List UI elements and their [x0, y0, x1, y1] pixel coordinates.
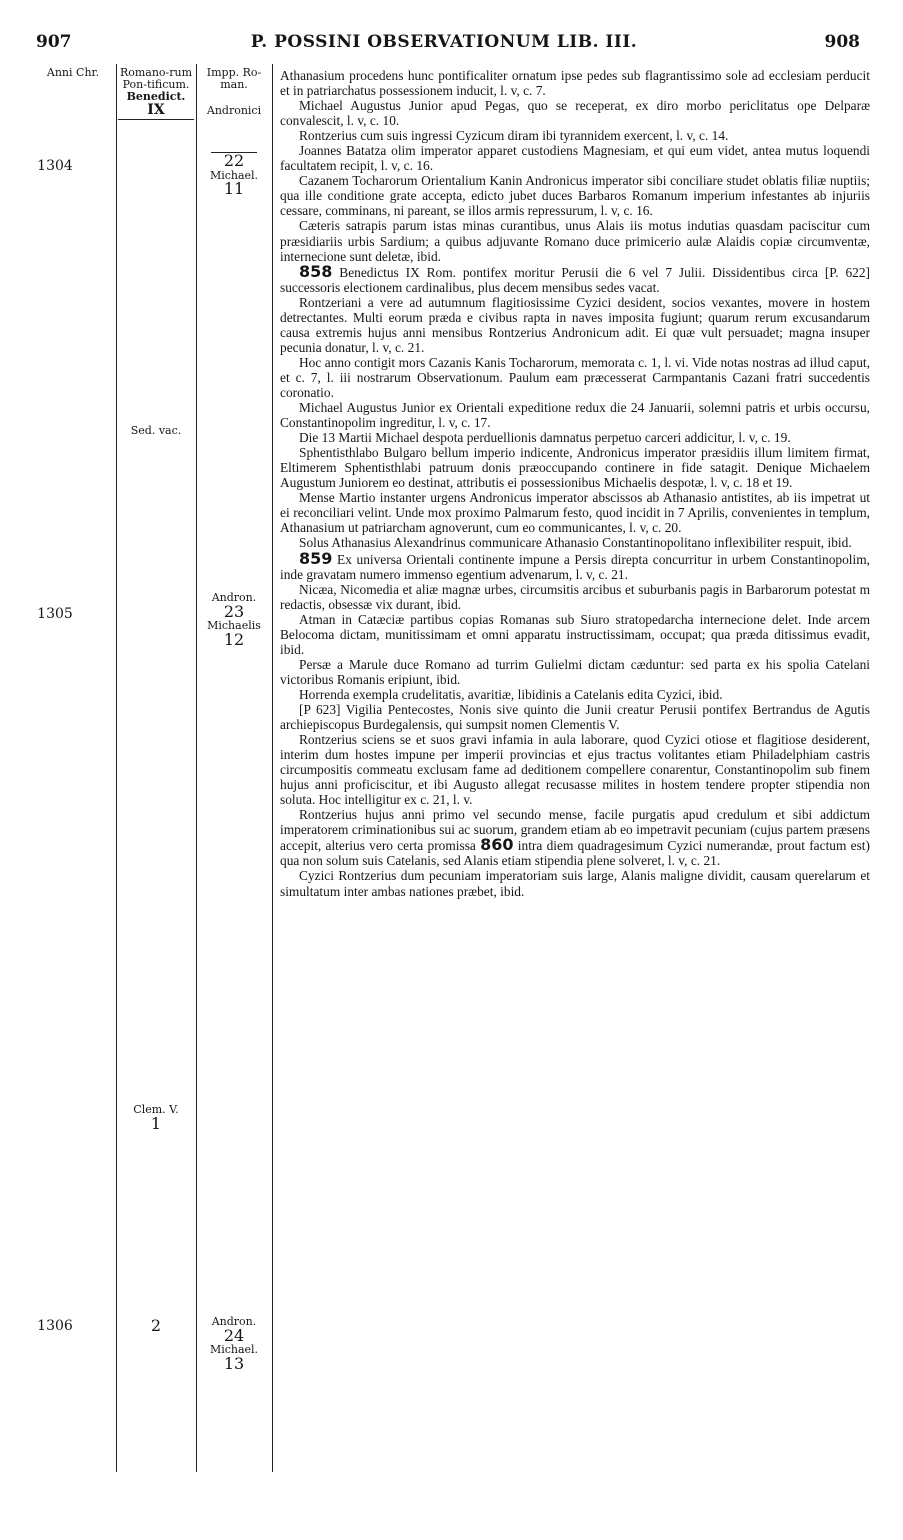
- paragraph: Hoc anno contigit mors Cazanis Kanis Tocharorum, memorata c. 1, l. vi. Vide notas nostras ad illud caput, et c. 7, l. iii nostrarum Observationum. Paulum eam præcesserat Carmpantanis Cazani fratri succedentis coronatio.: [280, 354, 870, 400]
- emperor-marker-1-name: Michael.: [209, 168, 259, 182]
- page-reference-number: 859: [299, 548, 333, 568]
- column-header-pontiffs: [118, 67, 194, 120]
- emperor-marker-2-name: Andron.: [211, 591, 257, 604]
- column-rule: [116, 64, 117, 1472]
- paragraph: Sphentisthlabo Bulgaro bellum imperio indicente, Andronicus imperator præsidiis illum limitem firmat, Eltimerem Sphentisthlabi patruum donis præoccupando continere in fide satagit. Denique Michaelem Augustum Juniorem eo destinat, attributis ei possessionibus Michaelis despotæ, l. v, c. 18 et 19.: [280, 445, 870, 491]
- emperor-marker-2: [198, 592, 270, 649]
- column-header-pontiffs-label: Romano-rum Pon-tificum.: [119, 66, 193, 92]
- page-header: [18, 32, 870, 58]
- emperor-marker-1-sub: 11: [223, 179, 245, 199]
- paragraph: Joannes Batatza olim imperator apparet custodiens Magnesiam, et qui eum videt, antea mutus loquendi facultatem recipit, l. v, c. 16.: [280, 143, 870, 174]
- emperor-marker-3: [198, 1316, 270, 1373]
- column-rule: [196, 64, 197, 1472]
- main-text: [280, 68, 870, 899]
- column-rule: [272, 64, 273, 1472]
- paragraph: Atman in Catæciæ partibus copias Romanas sub Siuro stratopedarcha internecione delet. Inde arcem Belocoma dictam, munitissimam et omni apparatu instructissimam, occupat; qua præda ditissimus evadit, ibid.: [280, 611, 870, 657]
- pontiff-name: Benedict.: [126, 90, 186, 104]
- paragraph: Athanasium procedens hunc pontificaliter ornatum ipse pedes sub flagrantissimo sole ad ecclesiam perducit et in patriarchatus possessionem inducit, l. v, c. 7.: [280, 68, 870, 99]
- running-title: P. POSSINI OBSERVATIONUM LIB. III.: [250, 32, 638, 52]
- column-header-emperors-label: Impp. Ro-man.: [206, 66, 262, 92]
- paragraph: Horrenda exempla crudelitatis, avaritiæ, libidinis a Catelanis edita Cyzici, ibid.: [299, 686, 723, 702]
- paragraph: Rontzerius sciens se et suos gravi infamia in aula laborare, quod Cyzici otiose et flagitiose desiderent, interim dum hostes impune per imperii provincias et ejus tractus volitantes etiam Philadelphiam castris circumpositis commeatu exclusam fame ad deditionem compellere conarentur, Constantinopolim sub finem hujus anni proficiscitur, et ibi Augusto allegat recusasse milites in hostem tendere propter stipendia non soluta. Hoc intelligitur ex c. 21, l. v.: [280, 732, 870, 808]
- emperor-marker-3-num: 24: [223, 1325, 245, 1345]
- paragraph: Die 13 Martii Michael despota perduellionis damnatus perpetuo carceri addicitur, l. v, c. 19.: [299, 430, 791, 446]
- emperor-name: Andronici: [206, 104, 262, 118]
- emperor-marker-3-name: Andron.: [211, 1315, 257, 1328]
- clement-marker-name: Clem. V.: [133, 1103, 179, 1116]
- paragraph: Rontzerius hujus anni primo vel secundo mense, facile purgatis apud credulum et sibi addictum imperatorem criminationibus sui ac suorum, grandem etiam ab eo impetravit pecuniam (cujus partem præsens accepit, alterius vero certa promissa 860 intra diem quadragesimum Cyzici numerandæ, prout factum est) qua non solum suis Catelanis, sed Alanis etiam stipendia plene solveret, l. v, c. 21.: [280, 807, 870, 869]
- paragraph: Mense Martio instanter urgens Andronicus imperator abscissos ab Athanasio antistites, ab iis impetrat ut ei reconciliari velint. Unde mox proximo Palmarum festo, quod incidit in 7 Aprilis, convenientes in templum, Athanasium ut patriarcham agnoverunt, cum eo communicantes, l. v, c. 20.: [280, 490, 870, 536]
- column-header-anni: Anni Chr.: [46, 66, 100, 79]
- pontiff-number: IX: [118, 103, 194, 119]
- paragraph: Nicæa, Nicomedia et aliæ magnæ urbes, circumsitis arcibus et suburbanis pagis in Barbarorum potestat m redactis, obsessæ vix durant, ibid.: [280, 581, 870, 612]
- paragraph: Rontzeriani a vere ad autumnum flagitiosissime Cyzici desident, socios vexantes, movere in hostem detrectantes. Multi eorum præda e civibus rapta in naves imposita fugiunt; quarum rerum excusandarum causa extremis hujus anni mensibus Rontzerius Andronicum adit. Ei quæ vult persuadet; magna insuper pecunia donatur, l. v, c. 21.: [280, 294, 870, 355]
- year-1305: 1305: [37, 606, 73, 622]
- paragraph: Cyzici Rontzerius dum pecuniam imperatoriam suis large, Alanis maligne dividit, causam querelarum et simultatum inter ambas nationes præbet, ibid.: [280, 868, 870, 899]
- column-header-emperors: [198, 67, 270, 117]
- emperor-marker-2-num: 23: [223, 601, 245, 621]
- paragraph: Rontzerius cum suis ingressi Cyzicum diram ibi tyrannidem exercent, l. v, c. 14.: [299, 128, 729, 144]
- page-number-left: 907: [36, 32, 72, 52]
- paragraph: 859 Ex universa Orientali continente impune a Persis direpta concurritur in urbem Constantinopolim, inde gravatam numero immenso egentium advenarum, l. v, c. 21.: [280, 548, 870, 582]
- paragraph: Cæteris satrapis parum istas minas curantibus, unus Alais iis motus indutias quasdam paciscitur cum præsidiariis urbis Sardium; a quibus adjuvante Romano duce primicerio aulæ Alaidis copiæ circumventæ, internecione sunt deletæ, ibid.: [280, 218, 870, 264]
- page-reference-number: 860: [480, 835, 514, 855]
- paragraph: [P 623] Vigilia Pentecostes, Nonis sive quinto die Junii creatur Perusii pontifex Bertrandus de Agutis archiepiscopus Burdegalensis, qui sumpsit nomen Clementis V.: [280, 701, 870, 733]
- paragraph: Persæ a Marule duce Romano ad turrim Gulielmi dictam cæduntur: sed parta ex his spolia Catelani victoribus Romanis eripiunt, ibid.: [280, 656, 870, 687]
- emperor-marker-3-name2: Michael.: [209, 1343, 259, 1357]
- pontiff-year-marker: 2: [150, 1316, 162, 1335]
- paragraph: Michael Augustus Junior ex Orientali expeditione redux die 24 Januarii, solemni patris et urbis occursu, Constantinopolim ingreditur, l. v, c. 17.: [280, 400, 870, 431]
- year-1306: 1306: [37, 1318, 73, 1334]
- emperor-marker-3-sub: 13: [223, 1353, 245, 1373]
- emperor-marker-2-name2: Michaelis: [207, 619, 261, 633]
- sede-vacante-marker: Sed. vac.: [130, 424, 182, 437]
- paragraph: 858 Benedictus IX Rom. pontifex moritur Perusii die 6 vel 7 Julii. Dissidentibus circa [P. 622] successoris electionem cardinalibus, plus decem mensibus sedes vacat.: [280, 261, 870, 295]
- clement-marker-num: 1: [150, 1113, 162, 1133]
- year-1304: 1304: [37, 158, 73, 174]
- page-number-right: 908: [824, 32, 860, 52]
- paragraph: Cazanem Tocharorum Orientalium Kanin Andronicus imperator sibi conciliare studet oblatis filiæ nuptiis; qua ille conditione grate accepta, edicto jubet duces Barbaros Romanum imperium infestantes ab injuriis cessare, comminans, ni pareant, se illos armis repressurum, l. v, c. 16.: [280, 173, 870, 219]
- page-reference-number: 858: [299, 261, 333, 281]
- emperor-marker-2-sub: 12: [223, 629, 245, 649]
- paragraph: Solus Athanasius Alexandrinus communicare Athanasio Constantinopolitano inflexibiliter respuit, ibid.: [299, 535, 852, 551]
- paragraph: Michael Augustus Junior apud Pegas, quo se receperat, ex diro morbo periclitatus ope Delparæ convalescit, l. v, c. 10.: [280, 98, 870, 129]
- clement-marker: [118, 1104, 194, 1132]
- emperor-marker-1: 22 Michael. 11: [198, 152, 270, 198]
